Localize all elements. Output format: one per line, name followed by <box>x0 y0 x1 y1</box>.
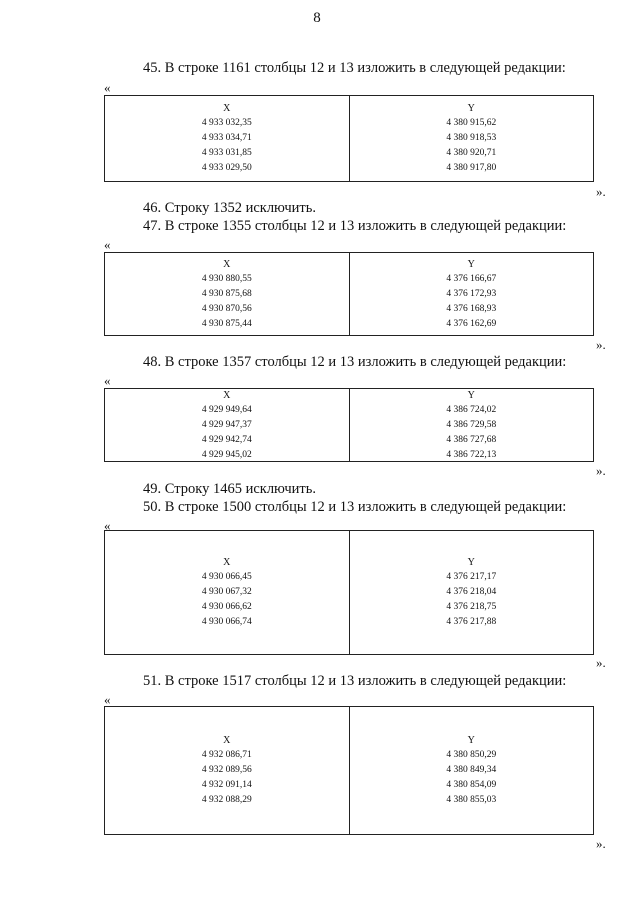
y-column <box>349 389 594 461</box>
close-quote: ». <box>596 337 606 352</box>
amendment-45: 45. В строке 1161 столбцы 12 и 13 изложить в следующей редакции: <box>143 60 566 76</box>
y-value: 4 380 849,34 <box>446 765 497 775</box>
x-header: X <box>223 735 231 746</box>
y-value: 4 386 722,13 <box>446 449 497 460</box>
x-value: 4 930 880,55 <box>201 273 252 284</box>
close-quote: ». <box>596 184 606 199</box>
y-value: 4 380 920,71 <box>446 148 497 158</box>
x-value: 4 930 067,32 <box>201 587 252 597</box>
x-value: 4 932 091,14 <box>201 780 252 790</box>
x-column <box>105 253 349 335</box>
x-value: 4 932 086,71 <box>201 750 252 760</box>
close-quote: ». <box>596 463 606 478</box>
x-value: 4 930 875,44 <box>201 318 252 329</box>
x-column <box>105 707 349 834</box>
close-quote: ». <box>596 836 606 851</box>
x-value: 4 929 945,02 <box>201 449 252 460</box>
y-header: Y <box>467 258 475 270</box>
y-value: 4 376 166,67 <box>446 273 497 284</box>
x-header: X <box>223 103 231 114</box>
coordinates-table-48 <box>104 388 594 462</box>
amendment-50: 50. В строке 1500 столбцы 12 и 13 изложить в следующей редакции: <box>143 499 567 515</box>
x-value: 4 930 066,74 <box>201 617 252 627</box>
x-value: 4 933 034,71 <box>201 133 252 143</box>
x-value: 4 930 066,45 <box>201 572 252 582</box>
y-value: 4 376 168,93 <box>446 303 497 314</box>
x-value: 4 933 032,35 <box>201 118 252 128</box>
amendment-49: 49. Строку 1465 исключить. <box>143 481 316 497</box>
y-value: 4 376 217,17 <box>446 572 497 582</box>
x-value: 4 929 942,74 <box>201 434 252 445</box>
x-value: 4 933 031,85 <box>201 148 252 158</box>
coordinates-table-51 <box>104 706 594 835</box>
amendment-48: 48. В строке 1357 столбцы 12 и 13 изложить в следующей редакции: <box>143 354 567 370</box>
y-value: 4 380 854,09 <box>446 780 497 790</box>
y-header: Y <box>467 557 475 568</box>
x-column <box>105 389 349 461</box>
x-header: X <box>223 557 231 568</box>
x-header: X <box>223 389 231 401</box>
coordinates-table-50 <box>104 530 594 655</box>
x-value: 4 930 870,56 <box>201 303 252 314</box>
y-value: 4 380 917,80 <box>446 163 497 173</box>
open-quote: « <box>104 373 111 388</box>
x-value: 4 932 089,56 <box>201 765 252 775</box>
close-quote: ». <box>596 655 606 670</box>
y-value: 4 380 915,62 <box>446 118 497 128</box>
y-value: 4 386 724,02 <box>446 404 497 415</box>
y-column <box>349 253 594 335</box>
y-column <box>349 707 594 834</box>
y-value: 4 376 217,88 <box>446 617 497 627</box>
y-header: Y <box>467 389 475 401</box>
open-quote: « <box>104 692 111 707</box>
amendment-46: 46. Строку 1352 исключить. <box>143 200 316 216</box>
x-value: 4 932 088,29 <box>201 795 252 805</box>
y-header: Y <box>467 103 475 114</box>
y-value: 4 376 218,04 <box>446 587 497 597</box>
x-value: 4 930 066,62 <box>201 602 252 612</box>
amendment-47: 47. В строке 1355 столбцы 12 и 13 изложить в следующей редакции: <box>143 218 567 234</box>
x-header: X <box>223 258 231 270</box>
y-value: 4 386 727,68 <box>446 434 497 445</box>
amendment-51: 51. В строке 1517 столбцы 12 и 13 изложить в следующей редакции: <box>143 673 567 689</box>
page-number: 8 <box>313 10 321 26</box>
coordinates-table-45 <box>104 95 594 182</box>
y-value: 4 380 855,03 <box>446 795 497 805</box>
x-column <box>105 531 349 654</box>
y-value: 4 380 918,53 <box>446 133 497 143</box>
open-quote: « <box>104 80 111 95</box>
x-value: 4 929 949,64 <box>201 404 252 415</box>
open-quote: « <box>104 237 111 252</box>
y-value: 4 376 162,69 <box>446 318 497 329</box>
coordinates-table-47 <box>104 252 594 336</box>
open-quote: « <box>104 518 111 533</box>
y-value: 4 386 729,58 <box>446 419 497 430</box>
x-value: 4 930 875,68 <box>201 288 252 299</box>
x-column <box>105 96 349 181</box>
y-value: 4 380 850,29 <box>446 750 497 760</box>
y-value: 4 376 172,93 <box>446 288 497 299</box>
x-value: 4 929 947,37 <box>201 419 252 430</box>
y-value: 4 376 218,75 <box>446 602 497 612</box>
y-column <box>349 531 594 654</box>
x-value: 4 933 029,50 <box>201 163 252 173</box>
y-header: Y <box>467 735 475 746</box>
y-column <box>349 96 594 181</box>
